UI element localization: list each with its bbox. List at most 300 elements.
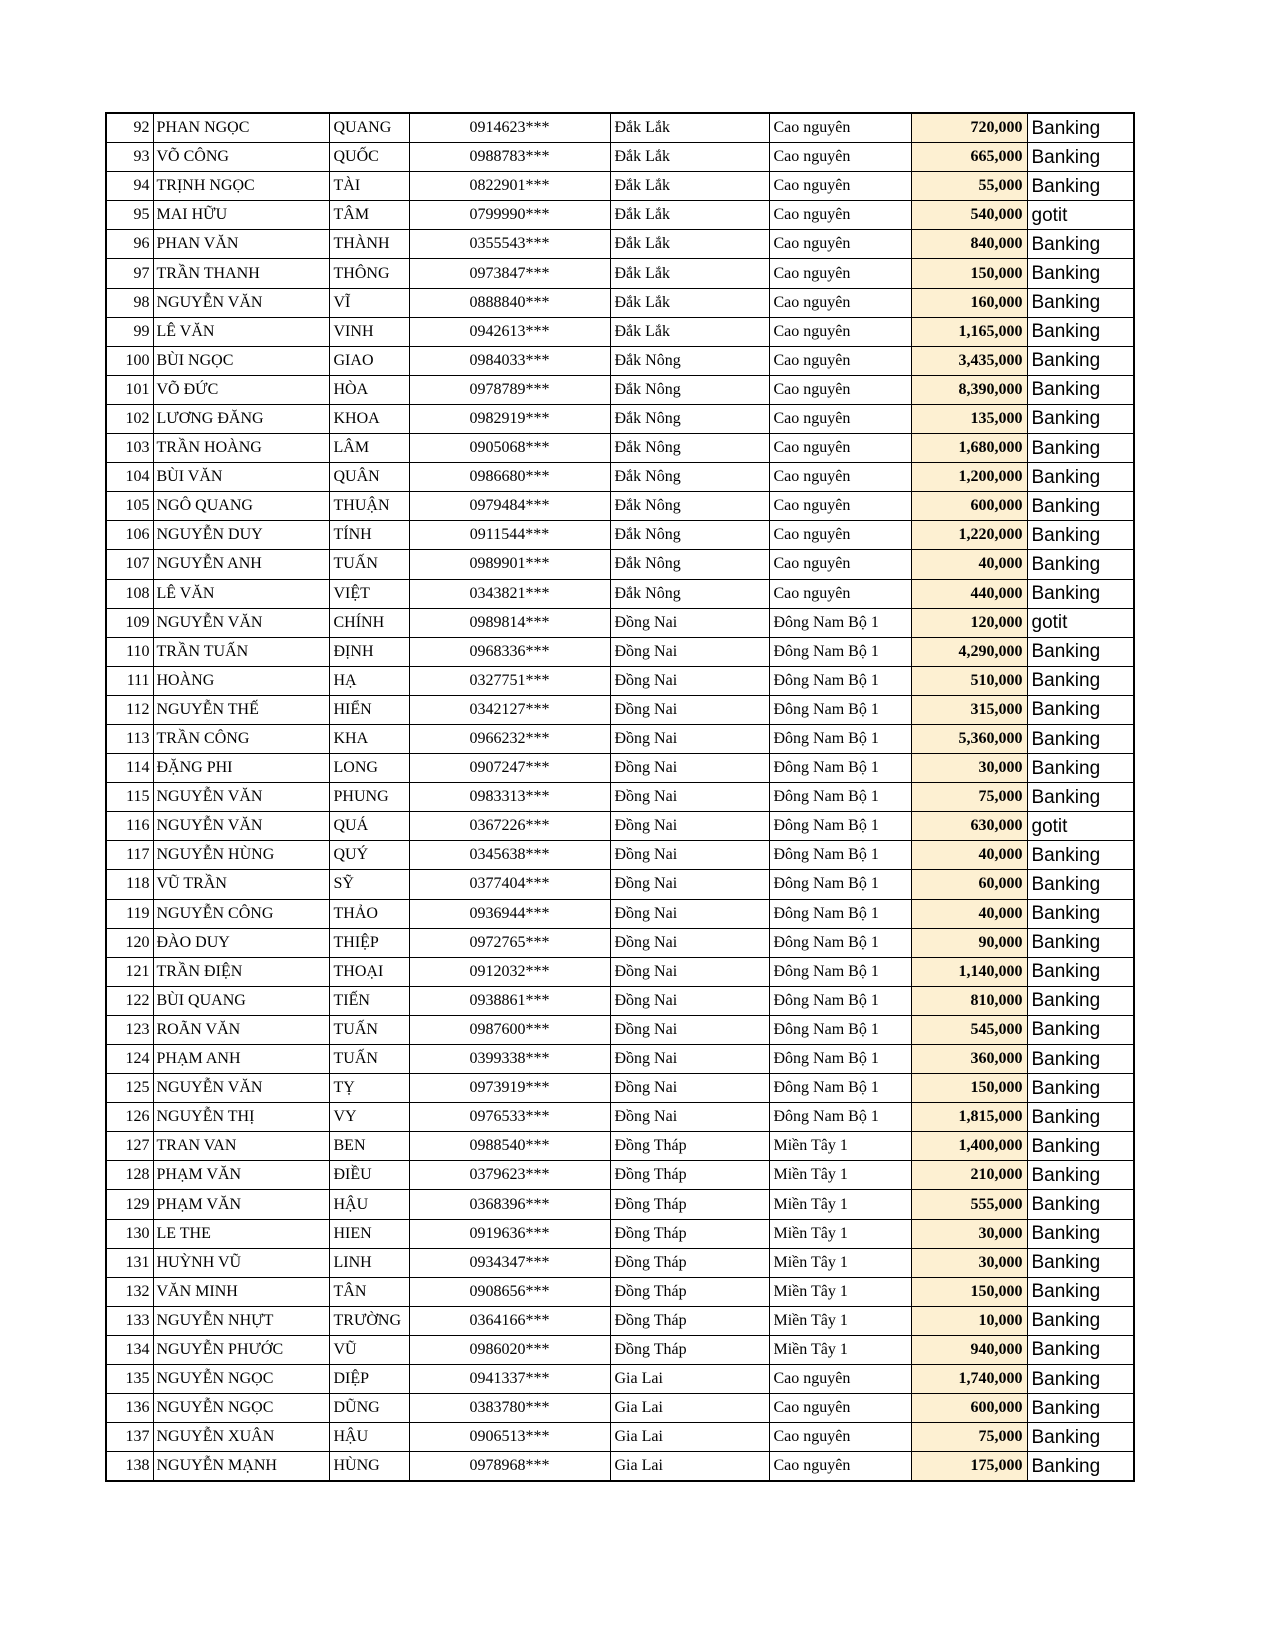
row-number-cell: 136 (106, 1394, 153, 1423)
family-name-cell: PHAN VĂN (153, 230, 329, 259)
given-name-cell: QUÂN (329, 463, 409, 492)
table-row (106, 812, 1134, 841)
province-cell: Đồng Nai (610, 637, 769, 666)
family-name-cell: NGUYỄN PHƯỚC (153, 1335, 329, 1364)
payment-method-cell: Banking (1027, 172, 1134, 201)
payment-method-cell: Banking (1027, 1452, 1134, 1482)
table-row (106, 113, 1134, 143)
phone-cell: 0342127*** (409, 695, 610, 724)
given-name-cell: VĨ (329, 288, 409, 317)
phone-cell: 0983313*** (409, 783, 610, 812)
table-row (106, 1248, 1134, 1277)
amount-cell: 60,000 (911, 870, 1027, 899)
row-number-cell: 97 (106, 259, 153, 288)
given-name-cell: TRƯỜNG (329, 1306, 409, 1335)
amount-cell: 90,000 (911, 928, 1027, 957)
family-name-cell: BÙI QUANG (153, 986, 329, 1015)
given-name-cell: QUỐC (329, 143, 409, 172)
row-number-cell: 107 (106, 550, 153, 579)
row-number-cell: 114 (106, 754, 153, 783)
region-cell: Cao nguyên (769, 1394, 911, 1423)
province-cell: Đồng Nai (610, 928, 769, 957)
table-row (106, 1074, 1134, 1103)
phone-cell: 0912032*** (409, 957, 610, 986)
family-name-cell: TRẦN CÔNG (153, 724, 329, 753)
phone-cell: 0399338*** (409, 1045, 610, 1074)
phone-cell: 0367226*** (409, 812, 610, 841)
amount-cell: 1,220,000 (911, 521, 1027, 550)
table-row (106, 1015, 1134, 1044)
phone-cell: 0911544*** (409, 521, 610, 550)
amount-cell: 8,390,000 (911, 375, 1027, 404)
row-number-cell: 134 (106, 1335, 153, 1364)
amount-cell: 1,740,000 (911, 1365, 1027, 1394)
amount-cell: 4,290,000 (911, 637, 1027, 666)
row-number-cell: 119 (106, 899, 153, 928)
province-cell: Đồng Nai (610, 1103, 769, 1132)
amount-cell: 5,360,000 (911, 724, 1027, 753)
payment-method-cell: Banking (1027, 550, 1134, 579)
table-row (106, 1219, 1134, 1248)
payment-method-cell: Banking (1027, 463, 1134, 492)
amount-cell: 40,000 (911, 899, 1027, 928)
region-cell: Cao nguyên (769, 201, 911, 230)
phone-cell: 0377404*** (409, 870, 610, 899)
given-name-cell: TÂM (329, 201, 409, 230)
amount-cell: 75,000 (911, 783, 1027, 812)
province-cell: Gia Lai (610, 1452, 769, 1482)
row-number-cell: 111 (106, 666, 153, 695)
table-row (106, 317, 1134, 346)
family-name-cell: NGUYỄN NHỰT (153, 1306, 329, 1335)
table-row (106, 1190, 1134, 1219)
given-name-cell: TỴ (329, 1074, 409, 1103)
region-cell: Miền Tây 1 (769, 1190, 911, 1219)
region-cell: Đông Nam Bộ 1 (769, 1045, 911, 1074)
given-name-cell: TUẤN (329, 550, 409, 579)
phone-cell: 0973847*** (409, 259, 610, 288)
given-name-cell: KHA (329, 724, 409, 753)
phone-cell: 0914623*** (409, 113, 610, 143)
payment-method-cell: Banking (1027, 1161, 1134, 1190)
row-number-cell: 133 (106, 1306, 153, 1335)
table-row (106, 754, 1134, 783)
given-name-cell: TUẤN (329, 1015, 409, 1044)
payment-method-cell: Banking (1027, 492, 1134, 521)
phone-cell: 0988540*** (409, 1132, 610, 1161)
province-cell: Đắk Nông (610, 346, 769, 375)
region-cell: Miền Tây 1 (769, 1219, 911, 1248)
payment-method-cell: Banking (1027, 1132, 1134, 1161)
given-name-cell: HÒA (329, 375, 409, 404)
row-number-cell: 101 (106, 375, 153, 404)
given-name-cell: LINH (329, 1248, 409, 1277)
region-cell: Đông Nam Bộ 1 (769, 899, 911, 928)
amount-cell: 600,000 (911, 492, 1027, 521)
region-cell: Đông Nam Bộ 1 (769, 870, 911, 899)
amount-cell: 40,000 (911, 550, 1027, 579)
province-cell: Đồng Tháp (610, 1190, 769, 1219)
family-name-cell: TRẦN THANH (153, 259, 329, 288)
family-name-cell: HUỲNH VŨ (153, 1248, 329, 1277)
region-cell: Cao nguyên (769, 113, 911, 143)
phone-cell: 0973919*** (409, 1074, 610, 1103)
family-name-cell: NGUYỄN VĂN (153, 608, 329, 637)
given-name-cell: BEN (329, 1132, 409, 1161)
table-row (106, 143, 1134, 172)
winners-table (105, 112, 1135, 1482)
family-name-cell: LE THE (153, 1219, 329, 1248)
payment-method-cell: Banking (1027, 434, 1134, 463)
row-number-cell: 112 (106, 695, 153, 724)
payment-method-cell: Banking (1027, 288, 1134, 317)
amount-cell: 510,000 (911, 666, 1027, 695)
row-number-cell: 118 (106, 870, 153, 899)
phone-cell: 0979484*** (409, 492, 610, 521)
family-name-cell: NGUYỄN XUÂN (153, 1423, 329, 1452)
row-number-cell: 92 (106, 113, 153, 143)
family-name-cell: NGUYỄN VĂN (153, 783, 329, 812)
amount-cell: 30,000 (911, 1248, 1027, 1277)
family-name-cell: VĂN MINH (153, 1277, 329, 1306)
given-name-cell: HÙNG (329, 1452, 409, 1482)
region-cell: Đông Nam Bộ 1 (769, 957, 911, 986)
row-number-cell: 121 (106, 957, 153, 986)
region-cell: Đông Nam Bộ 1 (769, 783, 911, 812)
row-number-cell: 113 (106, 724, 153, 753)
region-cell: Cao nguyên (769, 404, 911, 433)
payment-method-cell: Banking (1027, 1423, 1134, 1452)
region-cell: Đông Nam Bộ 1 (769, 928, 911, 957)
region-cell: Đông Nam Bộ 1 (769, 637, 911, 666)
amount-cell: 175,000 (911, 1452, 1027, 1482)
family-name-cell: TRẦN HOÀNG (153, 434, 329, 463)
payment-method-cell: Banking (1027, 1394, 1134, 1423)
table-row (106, 724, 1134, 753)
family-name-cell: ĐẶNG PHI (153, 754, 329, 783)
family-name-cell: NGUYỄN CÔNG (153, 899, 329, 928)
amount-cell: 1,140,000 (911, 957, 1027, 986)
payment-method-cell: Banking (1027, 666, 1134, 695)
province-cell: Đồng Nai (610, 666, 769, 695)
table-row (106, 550, 1134, 579)
phone-cell: 0345638*** (409, 841, 610, 870)
phone-cell: 0972765*** (409, 928, 610, 957)
given-name-cell: QUÝ (329, 841, 409, 870)
family-name-cell: TRẦN TUẤN (153, 637, 329, 666)
table-row (106, 434, 1134, 463)
payment-method-cell: Banking (1027, 346, 1134, 375)
amount-cell: 600,000 (911, 1394, 1027, 1423)
table-row (106, 1394, 1134, 1423)
family-name-cell: NGUYỄN VĂN (153, 812, 329, 841)
province-cell: Đồng Tháp (610, 1161, 769, 1190)
given-name-cell: THUẬN (329, 492, 409, 521)
family-name-cell: BÙI NGỌC (153, 346, 329, 375)
family-name-cell: VÕ ĐỨC (153, 375, 329, 404)
province-cell: Đồng Nai (610, 608, 769, 637)
phone-cell: 0383780*** (409, 1394, 610, 1423)
family-name-cell: NGUYỄN NGỌC (153, 1365, 329, 1394)
payment-method-cell: Banking (1027, 928, 1134, 957)
province-cell: Đắk Nông (610, 550, 769, 579)
payment-method-cell: Banking (1027, 1074, 1134, 1103)
payment-method-cell: Banking (1027, 957, 1134, 986)
province-cell: Đồng Tháp (610, 1219, 769, 1248)
province-cell: Đồng Tháp (610, 1335, 769, 1364)
province-cell: Đắk Lắk (610, 113, 769, 143)
province-cell: Đắk Lắk (610, 230, 769, 259)
amount-cell: 720,000 (911, 113, 1027, 143)
region-cell: Cao nguyên (769, 521, 911, 550)
row-number-cell: 116 (106, 812, 153, 841)
province-cell: Đồng Nai (610, 695, 769, 724)
region-cell: Đông Nam Bộ 1 (769, 986, 911, 1015)
table-row (106, 172, 1134, 201)
province-cell: Đồng Nai (610, 841, 769, 870)
phone-cell: 0905068*** (409, 434, 610, 463)
province-cell: Đồng Nai (610, 899, 769, 928)
payment-method-cell: Banking (1027, 521, 1134, 550)
family-name-cell: NGUYỄN VĂN (153, 1074, 329, 1103)
amount-cell: 545,000 (911, 1015, 1027, 1044)
payment-method-cell: Banking (1027, 1335, 1134, 1364)
table-row (106, 899, 1134, 928)
given-name-cell: QUANG (329, 113, 409, 143)
region-cell: Cao nguyên (769, 317, 911, 346)
given-name-cell: VINH (329, 317, 409, 346)
amount-cell: 150,000 (911, 1277, 1027, 1306)
phone-cell: 0936944*** (409, 899, 610, 928)
given-name-cell: TÀI (329, 172, 409, 201)
family-name-cell: TRAN VAN (153, 1132, 329, 1161)
family-name-cell: NGUYỄN DUY (153, 521, 329, 550)
row-number-cell: 124 (106, 1045, 153, 1074)
payment-method-cell: Banking (1027, 259, 1134, 288)
table-row (106, 695, 1134, 724)
amount-cell: 40,000 (911, 841, 1027, 870)
province-cell: Đồng Tháp (610, 1306, 769, 1335)
family-name-cell: LÊ VĂN (153, 317, 329, 346)
table-row (106, 870, 1134, 899)
amount-cell: 1,165,000 (911, 317, 1027, 346)
row-number-cell: 125 (106, 1074, 153, 1103)
amount-cell: 210,000 (911, 1161, 1027, 1190)
phone-cell: 0988783*** (409, 143, 610, 172)
given-name-cell: THÀNH (329, 230, 409, 259)
given-name-cell: TUẤN (329, 1045, 409, 1074)
region-cell: Đông Nam Bộ 1 (769, 1103, 911, 1132)
given-name-cell: ĐỊNH (329, 637, 409, 666)
given-name-cell: TÂN (329, 1277, 409, 1306)
table-row (106, 259, 1134, 288)
table-row (106, 1132, 1134, 1161)
phone-cell: 0908656*** (409, 1277, 610, 1306)
payment-method-cell: Banking (1027, 1103, 1134, 1132)
province-cell: Đắk Lắk (610, 143, 769, 172)
given-name-cell: LÂM (329, 434, 409, 463)
region-cell: Đông Nam Bộ 1 (769, 695, 911, 724)
phone-cell: 0986020*** (409, 1335, 610, 1364)
given-name-cell: TIẾN (329, 986, 409, 1015)
family-name-cell: ROÃN VĂN (153, 1015, 329, 1044)
given-name-cell: QUÁ (329, 812, 409, 841)
row-number-cell: 103 (106, 434, 153, 463)
payment-method-cell: Banking (1027, 1045, 1134, 1074)
province-cell: Đồng Nai (610, 724, 769, 753)
phone-cell: 0355543*** (409, 230, 610, 259)
province-cell: Gia Lai (610, 1423, 769, 1452)
region-cell: Miền Tây 1 (769, 1277, 911, 1306)
row-number-cell: 127 (106, 1132, 153, 1161)
region-cell: Cao nguyên (769, 463, 911, 492)
table-row (106, 492, 1134, 521)
table-row (106, 957, 1134, 986)
table-row (106, 1277, 1134, 1306)
region-cell: Đông Nam Bộ 1 (769, 1074, 911, 1103)
province-cell: Đắk Nông (610, 404, 769, 433)
region-cell: Cao nguyên (769, 172, 911, 201)
region-cell: Cao nguyên (769, 1452, 911, 1482)
amount-cell: 120,000 (911, 608, 1027, 637)
table-row (106, 1335, 1134, 1364)
payment-method-cell: gotit (1027, 201, 1134, 230)
region-cell: Cao nguyên (769, 434, 911, 463)
region-cell: Cao nguyên (769, 230, 911, 259)
phone-cell: 0379623*** (409, 1161, 610, 1190)
payment-method-cell: gotit (1027, 608, 1134, 637)
table-row (106, 1045, 1134, 1074)
row-number-cell: 98 (106, 288, 153, 317)
region-cell: Đông Nam Bộ 1 (769, 754, 911, 783)
row-number-cell: 110 (106, 637, 153, 666)
amount-cell: 360,000 (911, 1045, 1027, 1074)
province-cell: Gia Lai (610, 1365, 769, 1394)
payment-method-cell: Banking (1027, 1248, 1134, 1277)
region-cell: Đông Nam Bộ 1 (769, 724, 911, 753)
row-number-cell: 132 (106, 1277, 153, 1306)
table-row (106, 579, 1134, 608)
province-cell: Đắk Lắk (610, 317, 769, 346)
given-name-cell: THOẠI (329, 957, 409, 986)
phone-cell: 0906513*** (409, 1423, 610, 1452)
payment-method-cell: Banking (1027, 113, 1134, 143)
row-number-cell: 135 (106, 1365, 153, 1394)
given-name-cell: THẢO (329, 899, 409, 928)
payment-method-cell: Banking (1027, 724, 1134, 753)
province-cell: Đồng Nai (610, 1045, 769, 1074)
table-row (106, 521, 1134, 550)
given-name-cell: PHUNG (329, 783, 409, 812)
region-cell: Miền Tây 1 (769, 1306, 911, 1335)
payment-method-cell: gotit (1027, 812, 1134, 841)
family-name-cell: NGUYỄN MẠNH (153, 1452, 329, 1482)
amount-cell: 75,000 (911, 1423, 1027, 1452)
region-cell: Cao nguyên (769, 550, 911, 579)
family-name-cell: NGUYỄN NGỌC (153, 1394, 329, 1423)
province-cell: Đồng Nai (610, 1015, 769, 1044)
amount-cell: 940,000 (911, 1335, 1027, 1364)
row-number-cell: 115 (106, 783, 153, 812)
given-name-cell: THIỆP (329, 928, 409, 957)
region-cell: Đông Nam Bộ 1 (769, 1015, 911, 1044)
family-name-cell: ĐÀO DUY (153, 928, 329, 957)
province-cell: Đắk Nông (610, 434, 769, 463)
given-name-cell: SỸ (329, 870, 409, 899)
table-row (106, 230, 1134, 259)
phone-cell: 0364166*** (409, 1306, 610, 1335)
province-cell: Đồng Nai (610, 783, 769, 812)
amount-cell: 555,000 (911, 1190, 1027, 1219)
province-cell: Gia Lai (610, 1394, 769, 1423)
given-name-cell: HẠ (329, 666, 409, 695)
table-row (106, 783, 1134, 812)
payment-method-cell: Banking (1027, 317, 1134, 346)
table-body (106, 113, 1134, 1481)
amount-cell: 150,000 (911, 1074, 1027, 1103)
amount-cell: 1,400,000 (911, 1132, 1027, 1161)
row-number-cell: 129 (106, 1190, 153, 1219)
payment-method-cell: Banking (1027, 230, 1134, 259)
given-name-cell: HIEN (329, 1219, 409, 1248)
table-row (106, 1423, 1134, 1452)
region-cell: Miền Tây 1 (769, 1161, 911, 1190)
given-name-cell: KHOA (329, 404, 409, 433)
payment-method-cell: Banking (1027, 841, 1134, 870)
province-cell: Đồng Nai (610, 957, 769, 986)
payment-method-cell: Banking (1027, 899, 1134, 928)
row-number-cell: 100 (106, 346, 153, 375)
family-name-cell: PHẠM VĂN (153, 1190, 329, 1219)
family-name-cell: VÕ CÔNG (153, 143, 329, 172)
family-name-cell: PHẠM ANH (153, 1045, 329, 1074)
province-cell: Đồng Nai (610, 870, 769, 899)
amount-cell: 840,000 (911, 230, 1027, 259)
phone-cell: 0982919*** (409, 404, 610, 433)
amount-cell: 135,000 (911, 404, 1027, 433)
phone-cell: 0368396*** (409, 1190, 610, 1219)
province-cell: Đồng Tháp (610, 1277, 769, 1306)
region-cell: Miền Tây 1 (769, 1248, 911, 1277)
family-name-cell: NGUYỄN HÙNG (153, 841, 329, 870)
amount-cell: 315,000 (911, 695, 1027, 724)
amount-cell: 810,000 (911, 986, 1027, 1015)
province-cell: Đồng Nai (610, 754, 769, 783)
row-number-cell: 99 (106, 317, 153, 346)
family-name-cell: MAI HỮU (153, 201, 329, 230)
payment-method-cell: Banking (1027, 1015, 1134, 1044)
amount-cell: 55,000 (911, 172, 1027, 201)
given-name-cell: VIỆT (329, 579, 409, 608)
amount-cell: 440,000 (911, 579, 1027, 608)
row-number-cell: 104 (106, 463, 153, 492)
phone-cell: 0978789*** (409, 375, 610, 404)
row-number-cell: 137 (106, 1423, 153, 1452)
payment-method-cell: Banking (1027, 1365, 1134, 1394)
amount-cell: 150,000 (911, 259, 1027, 288)
region-cell: Cao nguyên (769, 1365, 911, 1394)
table-row (106, 201, 1134, 230)
province-cell: Đắk Lắk (610, 201, 769, 230)
region-cell: Đông Nam Bộ 1 (769, 608, 911, 637)
given-name-cell: VY (329, 1103, 409, 1132)
phone-cell: 0989814*** (409, 608, 610, 637)
payment-method-cell: Banking (1027, 754, 1134, 783)
region-cell: Đông Nam Bộ 1 (769, 841, 911, 870)
row-number-cell: 106 (106, 521, 153, 550)
row-number-cell: 123 (106, 1015, 153, 1044)
amount-cell: 1,680,000 (911, 434, 1027, 463)
